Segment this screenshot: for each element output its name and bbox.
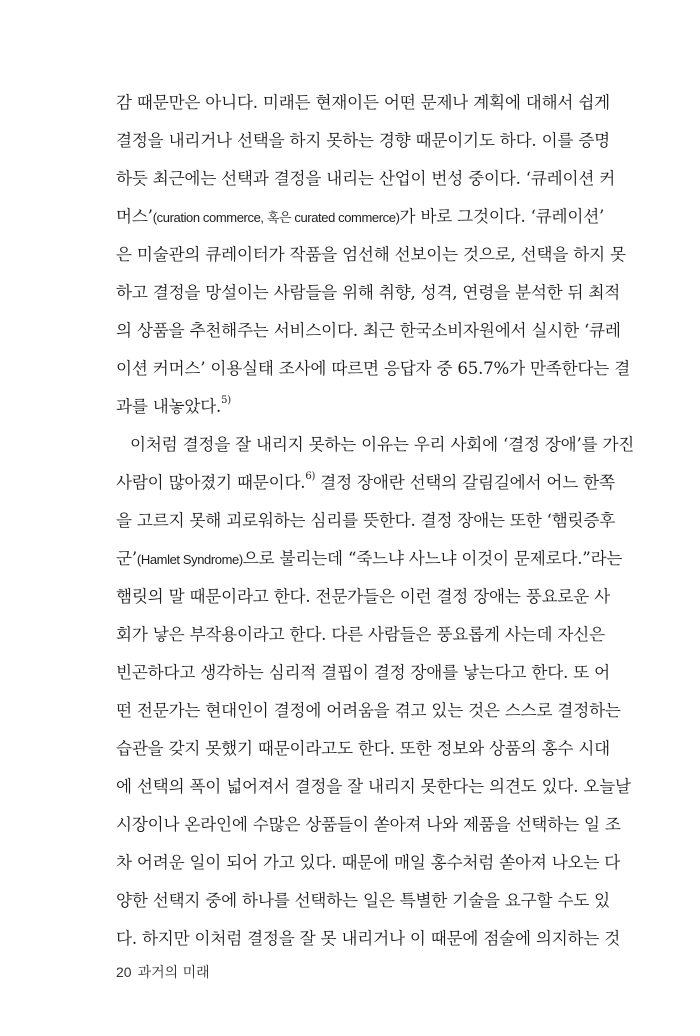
body-line-4-text: 머스’(curation commerce, 혹은 curated commerce)가 바로 그것이다. ‘큐레이션’: [116, 207, 605, 226]
latin-parenthetical: (curation commerce, 혹은 curated commerce): [152, 210, 400, 225]
body-line-5: 은 미술관의 큐레이터가 작품을 엄선해 선보이는 것으로, 선택을 하지 못: [116, 245, 626, 264]
body-line-6: 하고 결정을 망설이는 사람들을 위해 취향, 성격, 연령을 분석한 뒤 최적: [116, 283, 621, 302]
body-line-22: 양한 선택지 중에 하나를 선택하는 일은 특별한 기술을 요구할 수도 있: [116, 891, 610, 910]
body-line-9-text: 과를 내놓았다.: [116, 397, 222, 416]
body-line-8: 이션 커머스’ 이용실태 조사에 따르면 응답자 중 65.7%가 만족한다는 결: [116, 359, 631, 378]
body-line-15: 회가 낳은 부작용이라고 한다. 다른 사람들은 풍요롭게 사는데 자신은: [116, 625, 605, 644]
body-line-11: [116, 471, 615, 495]
body-line-10: 이처럼 결정을 잘 내리지 못하는 이유는 우리 사회에 ‘결정 장애’를 가진: [130, 435, 635, 454]
body-line-4: [116, 205, 605, 230]
latin-parenthetical: (Hamlet Syndrome): [136, 552, 243, 567]
body-line-3: 하듯 최근에는 선택과 결정을 내리는 산업이 번성 중이다. ‘큐레이션 커: [116, 169, 616, 188]
page-footer: [116, 962, 210, 982]
body-line-13: 군’(Hamlet Syndrome)으로 불리는데 “죽느냐 사느냐 이것이 문제로다.”라는: [116, 549, 623, 568]
footnote-ref-6: 6): [305, 471, 316, 483]
body-line-17: 떤 전문가는 현대인이 결정에 어려움을 겪고 있는 것은 스스로 결정하는: [116, 701, 621, 720]
body-line-23: 다. 하지만 이처럼 결정을 잘 못 내리거나 이 때문에 점술에 의지하는 것: [116, 929, 621, 948]
running-title: 과거의 미래: [137, 965, 210, 981]
body-line-2: 결정을 내리거나 선택을 하지 못하는 경향 때문이기도 하다. 이를 증명: [116, 131, 610, 150]
body-line-16: 빈곤하다고 생각하는 심리적 결핍이 결정 장애를 낳는다고 한다. 또 어: [116, 663, 610, 682]
body-line-14: 햄릿의 말 때문이라고 한다. 전문가들은 이런 결정 장애는 풍요로운 사: [116, 587, 610, 606]
page-number: 20: [116, 964, 132, 980]
body-line-21: 차 어려운 일이 되어 가고 있다. 때문에 매일 홍수처럼 쏟아져 나오는 다: [116, 853, 621, 872]
body-line-20: 시장이나 온라인에 수많은 상품들이 쏟아져 나와 제품을 선택하는 일 조: [116, 815, 621, 834]
body-line-9: [116, 395, 586, 419]
body-line-1: 감 때문만은 아니다. 미래든 현재이든 어떤 문제나 계획에 대해서 쉽게: [116, 93, 610, 112]
body-line-12: 을 고르지 못해 괴로워하는 심리를 뜻한다. 결정 장애는 또한 ‘햄릿증후: [116, 511, 616, 530]
body-line-19: 에 선택의 폭이 넓어져서 결정을 잘 내리지 못한다는 의견도 있다. 오늘날: [116, 777, 631, 796]
footnote-ref-5: 5): [221, 395, 232, 407]
body-line-11-text-a: 사람이 많아졌기 때문이다.: [116, 473, 306, 492]
body-line-11-text-b: 결정 장애란 선택의 갈림길에서 어느 한쪽: [315, 473, 615, 492]
body-line-7: 의 상품을 추천해주는 서비스이다. 최근 한국소비자원에서 실시한 ‘큐레: [116, 321, 621, 340]
body-line-18: 습관을 갖지 못했기 때문이라고도 한다. 또한 정보와 상품의 홍수 시대: [116, 739, 610, 758]
